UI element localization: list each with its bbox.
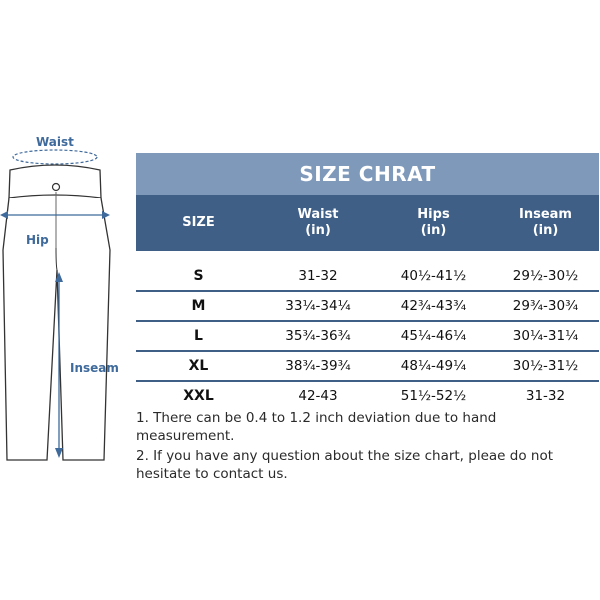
header-hips <box>375 207 492 239</box>
header-unit: (in) <box>532 223 559 238</box>
inseam-cell: 30½-31½ <box>512 358 579 374</box>
header-label: SIZE <box>182 215 215 230</box>
waist-cell: 31-32 <box>298 268 338 284</box>
note-item: 2. If you have any question about the size chart, pleae do not hesitate to contact us. <box>136 448 553 482</box>
pants-outline-graphic <box>0 130 130 470</box>
waist-cell: 35¾-36¾ <box>285 328 351 344</box>
size-cell: L <box>194 328 203 344</box>
table-row <box>136 322 599 352</box>
table-row <box>136 382 599 410</box>
pants-diagram <box>0 130 130 470</box>
table-row <box>136 292 599 322</box>
waist-cell: 33¼-34¼ <box>285 298 351 314</box>
waist-cell: 42-43 <box>298 388 338 404</box>
size-notes <box>136 409 598 485</box>
header-waist <box>261 207 375 239</box>
header-row <box>136 195 599 251</box>
header-unit: (in) <box>305 223 331 238</box>
size-chart <box>136 153 599 410</box>
header-size <box>136 215 261 231</box>
inseam-label: Inseam <box>70 361 119 375</box>
table-row <box>136 352 599 382</box>
header-label: Hips <box>417 207 450 222</box>
size-cell: XXL <box>183 388 214 404</box>
size-cell: S <box>193 268 204 284</box>
table-row <box>136 262 599 292</box>
header-label: Inseam <box>519 207 572 222</box>
hips-cell: 45¼-46¼ <box>400 328 467 344</box>
size-cell: XL <box>188 358 209 374</box>
waist-label: Waist <box>36 135 74 149</box>
note-item: 1. There can be 0.4 to 1.2 inch deviation due to hand measurement. <box>136 410 497 444</box>
header-unit: (in) <box>420 223 447 238</box>
hips-cell: 48¼-49¼ <box>400 358 467 374</box>
waist-cell: 38¾-39¾ <box>285 358 351 374</box>
inseam-cell: 29½-30½ <box>512 268 579 284</box>
inseam-cell: 30¼-31¼ <box>512 328 579 344</box>
inseam-cell: 31-32 <box>525 388 566 404</box>
hip-label: Hip <box>26 233 49 247</box>
size-cell: M <box>191 298 206 314</box>
hips-cell: 40½-41½ <box>400 268 467 284</box>
header-inseam <box>492 207 599 239</box>
header-label: Waist <box>297 207 339 222</box>
hips-cell: 42¾-43¾ <box>400 298 467 314</box>
table-body <box>136 262 599 410</box>
inseam-cell: 29¾-30¾ <box>512 298 579 314</box>
chart-title: SIZE CHRAT <box>136 153 599 195</box>
hips-cell: 51½-52½ <box>400 388 467 404</box>
